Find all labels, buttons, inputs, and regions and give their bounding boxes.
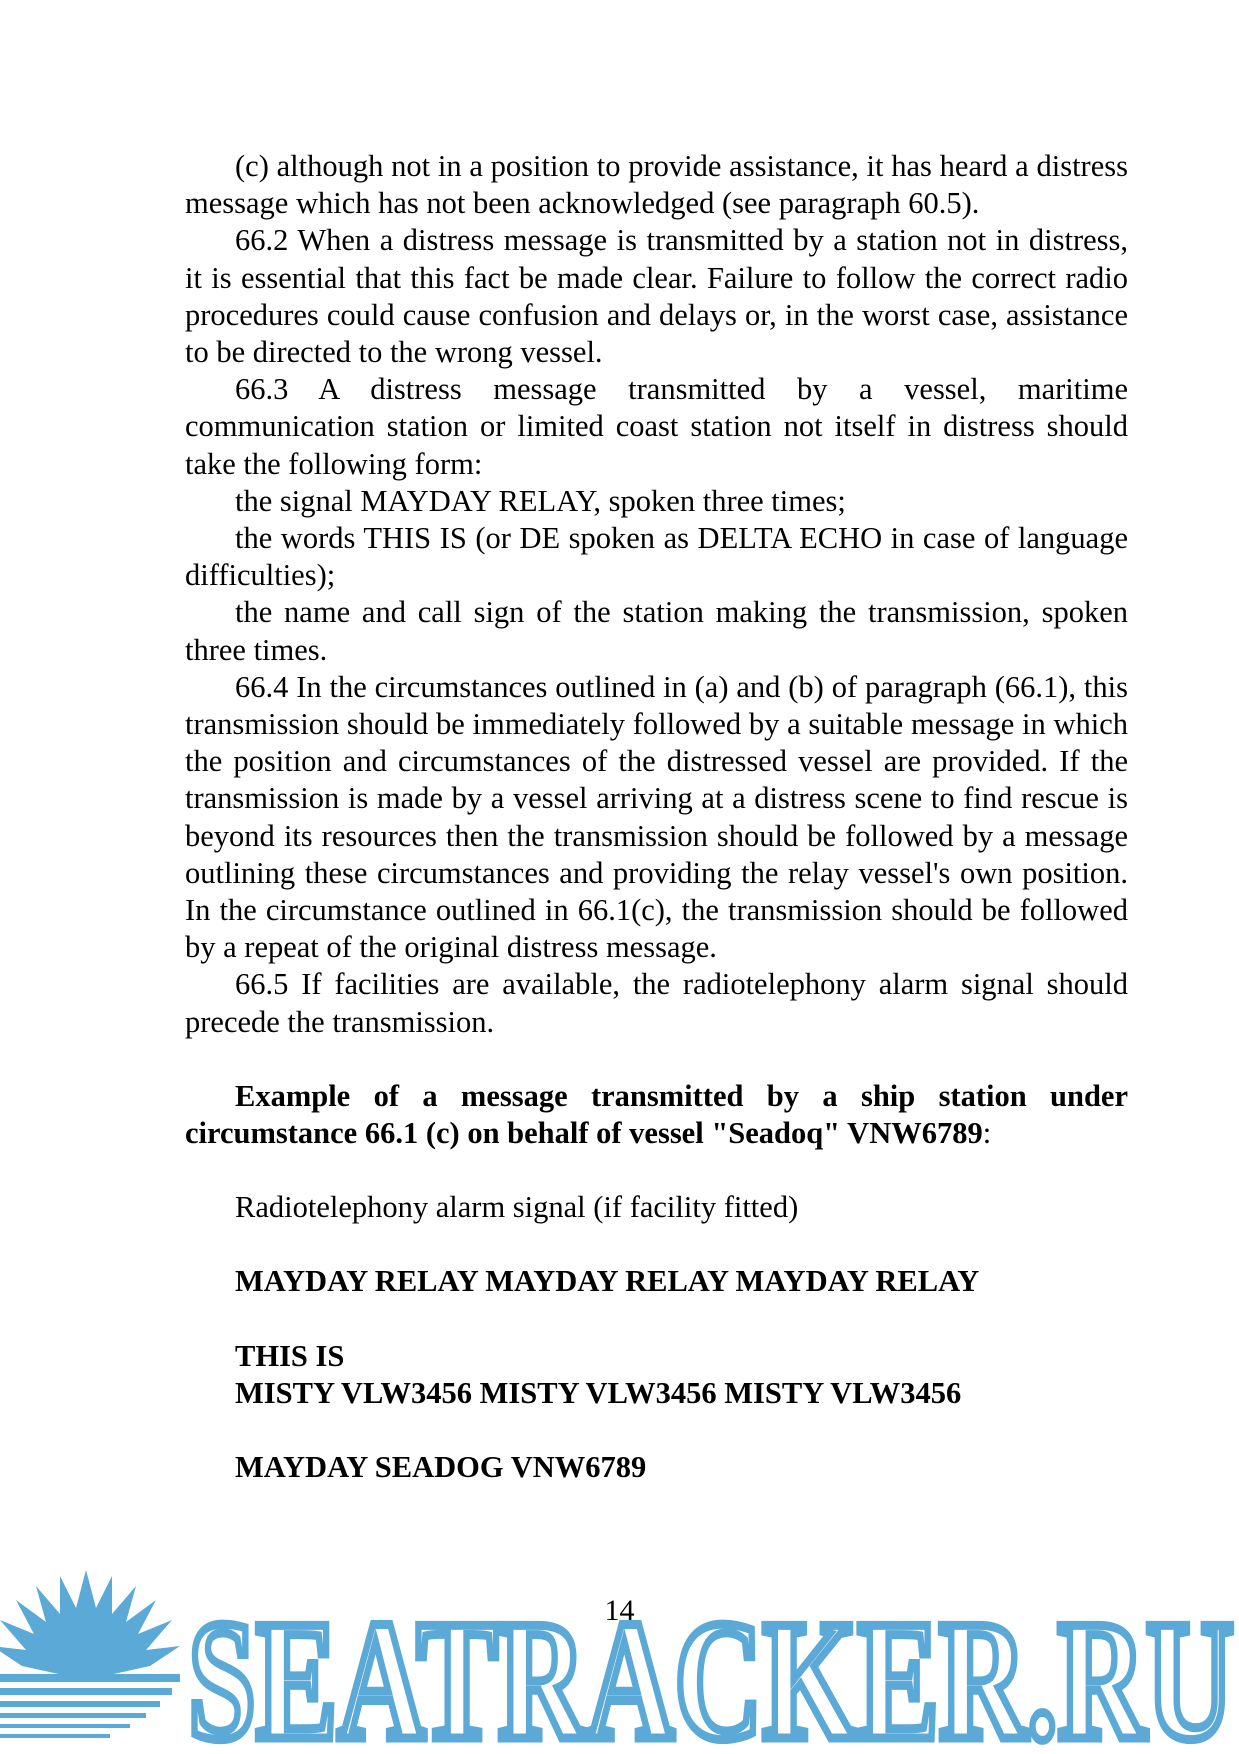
paragraph-66-3: 66.3 A distress message transmitted by a vessel, maritime communication station or limited coast station not itself in distress should take the following form:	[185, 372, 1128, 481]
form-item-signal: the signal MAYDAY RELAY, spoken three times;	[235, 483, 846, 518]
form-item-name: the name and call sign of the station making the transmission, spoken three times.	[185, 595, 1128, 667]
paragraph-66-5: 66.5 If facilities are available, the radiotelephony alarm signal should precede the transmission.	[185, 967, 1128, 1039]
watermark-text: SEATRACKER.RU	[188, 1586, 1234, 1754]
alarm-signal-line: Radiotelephony alarm signal (if facility fitted)	[235, 1190, 799, 1225]
example-heading-text: Example of a message transmitted by a ship station under circumstance 66.1 (c) on behalf of vessel "Seadoq" VNW6789	[185, 1078, 1128, 1151]
paragraph-66-2: 66.2 When a distress message is transmitted by a station not in distress, it is essential that this fact be made clear. Failure to follow the correct radio procedures could cause confusion and delays or, in the worst case, assistance to be directed to the wrong vessel.	[185, 223, 1128, 370]
paragraph-66-4: 66.4 In the circumstances outlined in (a) and (b) of paragraph (66.1), this transmission should be immediately followed by a suitable message in which the position and circumstances of the distressed vessel are provided. If the transmission is made by a vessel arriving at a distress scene to find rescue is beyond its resources then the transmission should be followed by a message outlining these circumstances and providing the relay vessel's own position. In the circumstance outlined in 66.1(c), the transmission should be followed by a repeat of the original distress message.	[185, 669, 1128, 965]
page-number: 14	[604, 1594, 635, 1627]
example-heading-colon: :	[982, 1116, 992, 1151]
page-body	[185, 148, 1128, 1486]
mayday-relay-line: MAYDAY RELAY MAYDAY RELAY MAYDAY RELAY	[235, 1264, 980, 1299]
mayday-vessel-line: MAYDAY SEADOG VNW6789	[235, 1450, 647, 1485]
form-item-words: the words THIS IS (or DE spoken as DELTA ECHO in case of language difficulties);	[185, 521, 1128, 593]
this-is-line: THIS IS	[235, 1338, 345, 1373]
example-heading	[185, 1078, 1128, 1152]
paragraph-66-1-c: (c) although not in a position to provide assistance, it has heard a distress message which has not been acknowledged (see paragraph 60.5).	[185, 149, 1128, 221]
station-name-line: MISTY VLW3456 MISTY VLW3456 MISTY VLW3456	[235, 1375, 962, 1410]
